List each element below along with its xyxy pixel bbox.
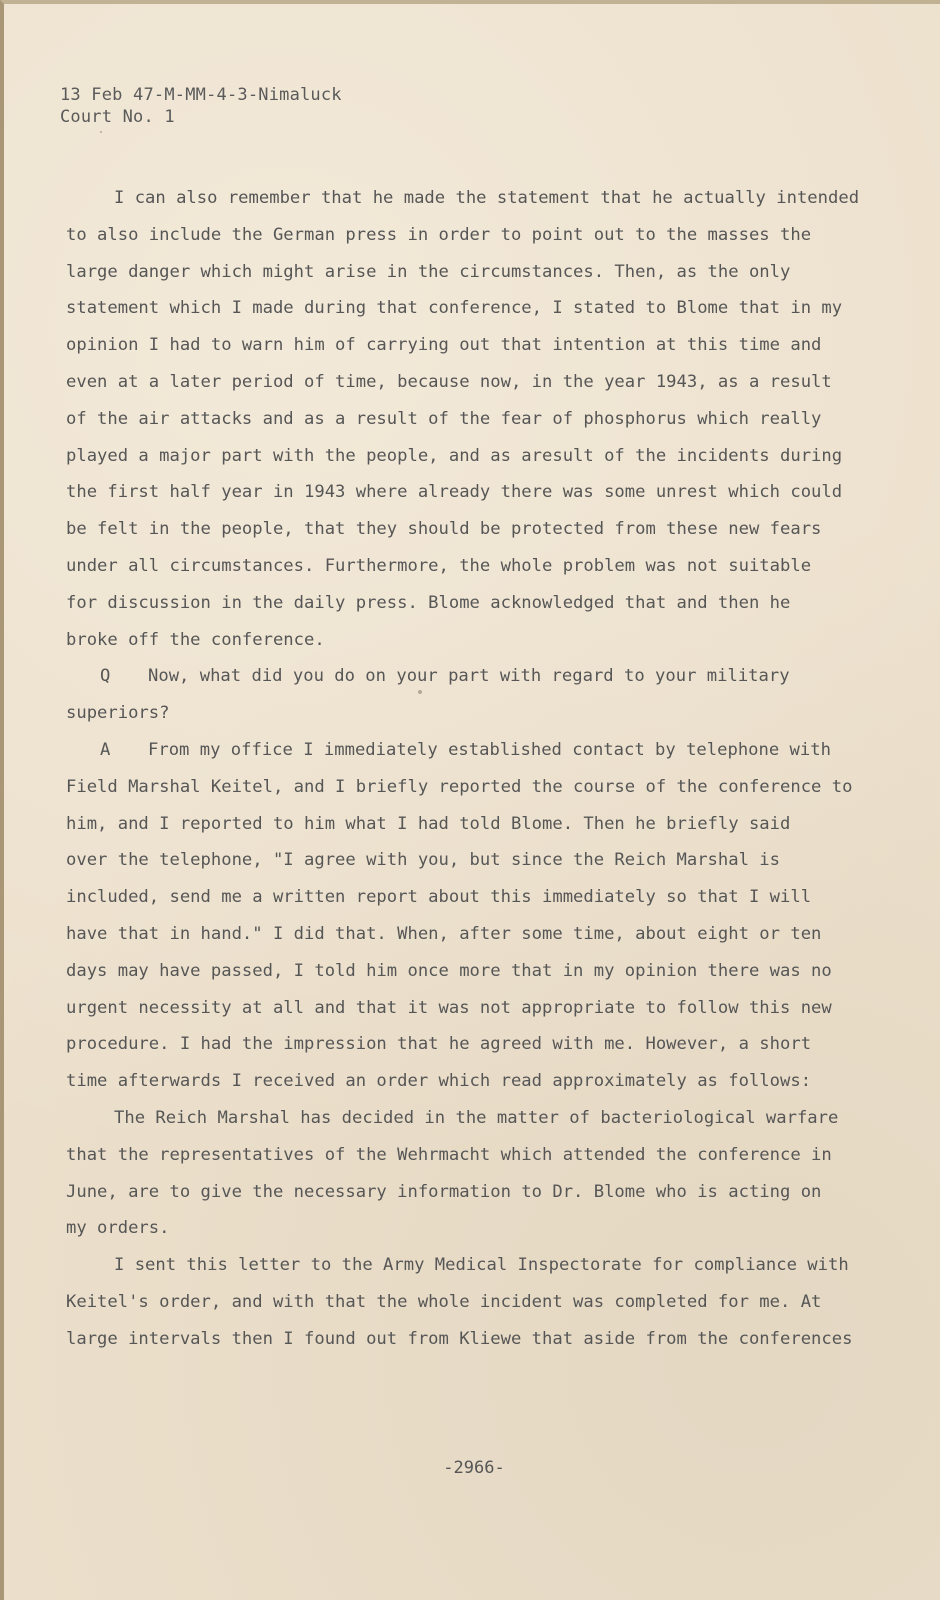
transcript-line: [66, 695, 866, 732]
transcript-line: [66, 217, 866, 254]
transcript-line: [66, 916, 866, 953]
transcript-line: [66, 1247, 866, 1284]
transcript-line: [66, 732, 866, 769]
answer-label: A: [100, 739, 111, 760]
line-text: large danger which might arise in the circumstances. Then, as the only: [66, 261, 791, 282]
transcript-line: [66, 364, 866, 401]
line-text: be felt in the people, that they should be protected from these new fears: [66, 519, 822, 540]
transcript-line: [66, 548, 866, 585]
line-text: Field Marshal Keitel, and I briefly reported the course of the conference to: [66, 776, 853, 797]
transcript-line: [66, 806, 866, 843]
transcript-line: [66, 1174, 866, 1211]
transcript-line: [66, 1321, 866, 1358]
line-text: over the telephone, "I agree with you, but since the Reich Marshal is: [66, 850, 780, 871]
line-text: played a major part with the people, and as aresult of the incidents during: [66, 445, 843, 466]
line-text: under all circumstances. Furthermore, the whole problem was not suitable: [66, 555, 812, 576]
line-text: even at a later period of time, because now, in the year 1943, as a result: [66, 371, 832, 392]
transcript-line: [66, 511, 866, 548]
line-text: I can also remember that he made the statement that he actually intended: [114, 188, 860, 208]
line-text: urgent necessity at all and that it was not appropriate to follow this new: [66, 997, 832, 1018]
line-text: large intervals then I found out from Kliewe that aside from the conferences: [66, 1328, 853, 1349]
paper-speck: [100, 131, 102, 133]
line-text: the first half year in 1943 where already there was some unrest which could: [66, 482, 843, 503]
transcript-line: [66, 769, 866, 806]
transcript-line: [66, 990, 866, 1027]
document-body: [66, 180, 866, 1358]
transcript-line: [66, 327, 866, 364]
transcript-line: [66, 953, 866, 990]
line-text: that the representatives of the Wehrmacht which attended the conference in: [66, 1144, 832, 1165]
line-text: included, send me a written report about this immediately so that I will: [66, 887, 812, 908]
line-text: time afterwards I received an order which read approximately as follows:: [66, 1071, 812, 1092]
line-text: have that in hand." I did that. When, after some time, about eight or ten: [66, 923, 822, 944]
transcript-line: [66, 879, 866, 916]
transcript-line: [66, 290, 866, 327]
transcript-line: [66, 1100, 866, 1137]
line-text: days may have passed, I told him once more that in my opinion there was no: [66, 960, 832, 981]
transcript-line: [66, 585, 866, 622]
line-text: my orders.: [66, 1218, 170, 1239]
transcript-line: [66, 1210, 866, 1247]
question-label: Q: [100, 666, 111, 687]
transcript-line: [66, 474, 866, 511]
transcript-line: [66, 1063, 866, 1100]
transcript-line: [66, 622, 866, 659]
line-text: Keitel's order, and with that the whole incident was completed for me. At: [66, 1291, 822, 1312]
transcript-line: [66, 401, 866, 438]
line-text: I sent this letter to the Army Medical Inspectorate for compliance with: [114, 1255, 849, 1276]
transcript-line: [66, 658, 866, 695]
transcript-line: [66, 842, 866, 879]
header-court-line: Court No. 1: [60, 107, 175, 127]
transcript-line: [66, 1026, 866, 1063]
header-reference-line: 13 Feb 47-M-MM-4-3-Nimaluck: [60, 85, 342, 105]
line-text: June, are to give the necessary information to Dr. Blome who is acting on: [66, 1181, 822, 1202]
paper-speck: [418, 690, 422, 694]
line-text: of the air attacks and as a result of the fear of phosphorus which really: [66, 408, 822, 429]
line-text: From my office I immediately established contact by telephone with: [148, 739, 831, 760]
transcript-line: [66, 1137, 866, 1174]
line-text: broke off the conference.: [66, 629, 325, 650]
line-text: for discussion in the daily press. Blome acknowledged that and then he: [66, 592, 791, 613]
line-text: Now, what did you do on your part with regard to your military: [148, 666, 790, 687]
line-text: The Reich Marshal has decided in the matter of bacteriological warfare: [114, 1107, 839, 1128]
line-text: superiors?: [66, 703, 170, 724]
line-text: him, and I reported to him what I had told Blome. Then he briefly said: [66, 813, 791, 834]
line-text: procedure. I had the impression that he agreed with me. However, a short: [66, 1034, 812, 1055]
transcript-line: [66, 1284, 866, 1321]
transcript-line: [66, 254, 866, 291]
line-text: to also include the German press in order to point out to the masses the: [66, 224, 812, 245]
line-text: statement which I made during that conference, I stated to Blome that in my: [66, 298, 843, 319]
document-header: [60, 84, 342, 128]
line-text: opinion I had to warn him of carrying out that intention at this time and: [66, 335, 822, 356]
transcript-line: [66, 180, 866, 217]
transcript-line: [66, 438, 866, 475]
page-number: -2966-: [443, 1458, 505, 1478]
